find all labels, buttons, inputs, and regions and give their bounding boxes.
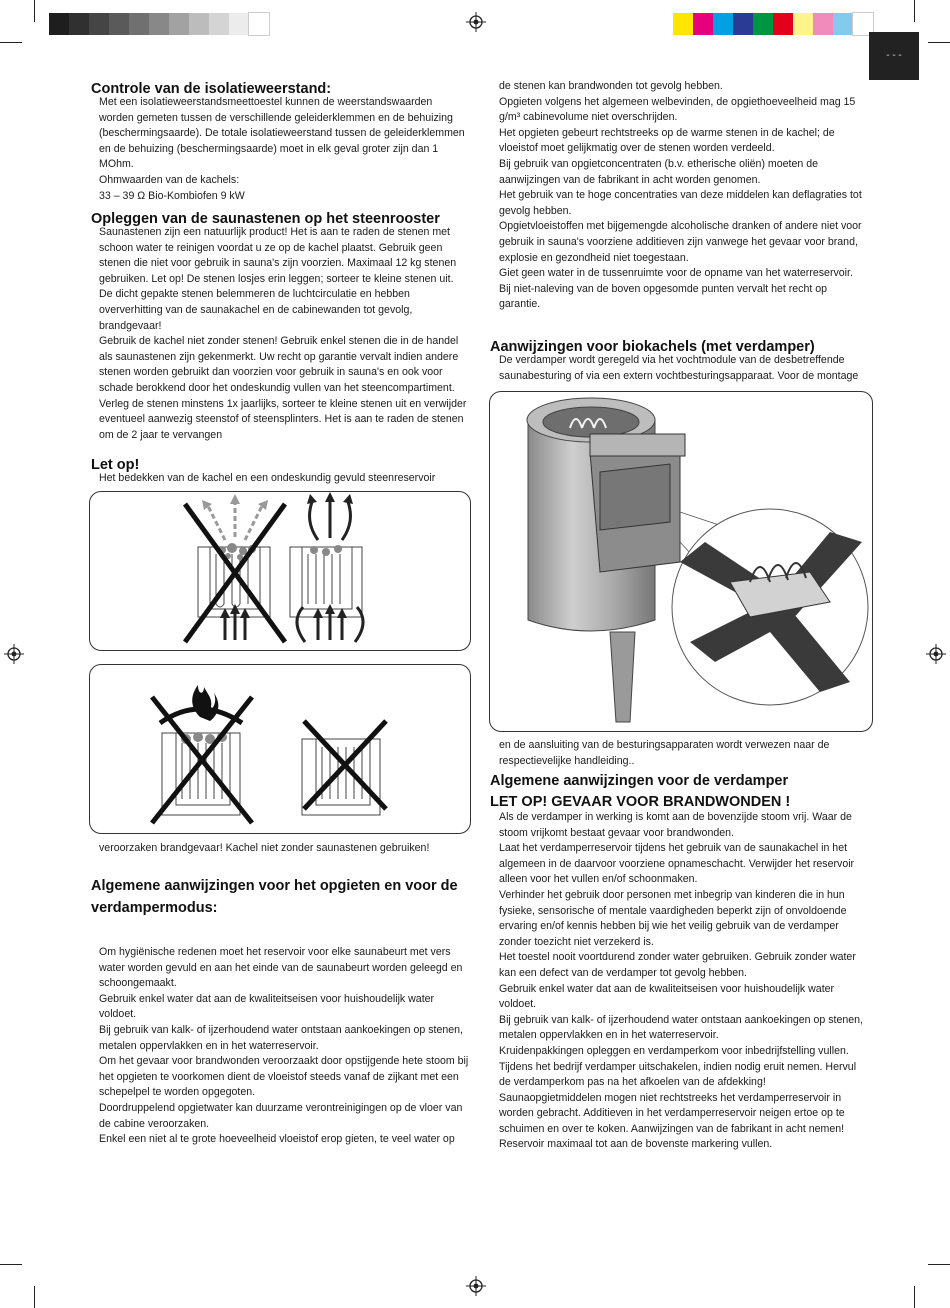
calibration-swatch — [249, 13, 269, 35]
calibration-swatch — [229, 13, 249, 35]
fire-hazard-figure — [89, 664, 471, 834]
calibration-swatch — [209, 13, 229, 35]
pouring-instructions-text: Om hygiënische redenen moet het reservoir voor elke saunabeurt met vers water worden gevuld en aan het einde van de saunabeurt worden geleegd en schoongemaakt. Gebruik enkel water dat aan de kwaliteitseisen voor huishoudelijk water voldoet. Bij gebruik van kalk- of ijzerhoudend water ontstaan aankoekingen op stenen, metalen oppervlakken en in het waterreservoir. Om het gevaar voor brandwonden veroorzaakt door opstijgende hete stoom bij het opgieten te voorkomen dient de vloeistof steeds vanaf de zijkant met een schepelpel te worden opgegoten. Doordruppelend opgietwater kan duurzame verontreinigingen op de vloer van de cabine veroorzaken. Enkel een niet al te grote hoeveelheid vloeistof erop gieten, te veel water op — [99, 946, 469, 1146]
heading-let-op: Let op! — [91, 457, 140, 473]
fire-hazard-caption: veroorzaken brandgevaar! Kachel niet zonder saunastenen gebruiken! — [99, 842, 430, 854]
crop-mark — [928, 42, 950, 43]
isolation-resistance-text: Met een isolatieweerstandsmeettoestel kunnen de weerstandswaarden worden gemeten tussen de verschillende geleiderklemmen en de behuizing (beschermingsaarde). De totale isolatieweerstand tussen de geleiderklemmen en de behuizing (beschermingsaarde) moet in elk geval groter zijn dan 1 MOhm. Ohmwaarden van de kachels: 33 – 39 Ω Bio-Kombiofen 9 kW — [99, 96, 465, 202]
sauna-stones-text: Saunastenen zijn een natuurlijk product! Het is aan te raden de stenen met schoon water te reinigen voordat u ze op de kachel plaatst. Gebruik geen stenen die niet voor gebruik in sauna's zijn voorzien. Maximaal 12 kg stenen gebruiken. Let op! De stenen losjes erin leggen; sorteer te kleine stenen uit. De dicht gepakte stenen belemmeren de luchtcirculatie en hebben oververhitting van de saunakachel en de cabinewanden tot gevolg, brandgevaar! Gebruik de kachel niet zonder stenen! Gebruik enkel stenen die in de handel als saunastenen zijn gekenmerkt. Uw recht op garantie vervalt indien andere stenen worden gebruikt dan voorzien voor gebruik in sauna's en ook voor schade berokkend door het ondeskundig vullen van het steencompartiment. Verleg de stenen minstens 1x jaarlijks, sorteer te kleine stenen uit en verwijder eventueel aanwezig steenstof of steensplinters. Het is aan te raden de stenen om de 2 jaar te vervangen — [99, 226, 467, 441]
crop-mark — [914, 1286, 915, 1308]
heading-burn-warning: LET OP! GEVAAR VOOR BRANDWONDEN ! — [490, 794, 791, 810]
heading-isolation-resistance: Controle van de isolatieweerstand: — [91, 81, 332, 97]
registration-target-icon — [926, 644, 946, 664]
calibration-swatch — [813, 13, 833, 35]
calibration-swatch — [129, 13, 149, 35]
crop-mark — [0, 1264, 22, 1265]
registration-target-icon — [466, 1276, 486, 1296]
calibration-swatch — [693, 13, 713, 35]
heading-sauna-stones: Opleggen van de saunastenen op het steenrooster — [91, 211, 440, 227]
evaporator-heater-figure — [489, 391, 873, 732]
heading-pouring-instructions: Algemene aanwijzingen voor het opgieten en voor de verdampermodus: — [91, 878, 458, 916]
evaporator-general-text: Als de verdamper in werking is komt aan de bovenzijde stoom vrij. Waar de stoom vrijkomt bestaat gevaar voor brandwonden. Laat het verdamperreservoir tijdens het gebruik van de saunakachel in het algemeen in de daarvoor voorziene opnameschacht. Verwijder het reservoir alleen voor het vullen en/of schoonmaken. Verhinder het gebruik door personen met inbegrip van kinderen die in hun fysieke, sensorische of mentale vaardigheden beperkt zijn of onvoldoende ervaring en/of kennis hebben bij wie het veilig gebruik van de verdamper zonder toezicht niet verzekerd is. Het toestel nooit voortdurend zonder water gebruiken. Gebruik zonder water kan een defect van de verdamper tot gevolg hebben. Gebruik enkel water dat aan de kwaliteitseisen voor huishoudelijk water voldoet. Bij gebruik van kalk- of ijzerhoudend water ontstaan aankoekingen op stenen, metalen oppervlakken en in het waterreservoir. Kruidenpakkingen opleggen en verdamperkom voor inbedrijfstelling vullen. Tijdens het bedrijf verdamper uitschakelen, indien nodig eruit nemen. Hervul de verdamperkom pas na het afkoelen van de afdekking! Saunaopgietmiddelen mogen niet rechtstreeks het verdamperreservoir in worden gebracht. Additieven in het verdamperreservoir neigen ertoe op te schuimen en over te koken. Aanwijzingen van de fabrikant in acht nemen! Reservoir maximaal tot aan de bovenste markering vullen. — [499, 811, 863, 1151]
calibration-swatch — [49, 13, 69, 35]
calibration-swatch — [109, 13, 129, 35]
bio-heaters-text: De verdamper wordt geregeld via het vochtmodule van de desbetreffende saunabesturing of via een extern vochtbesturingsapparaat. Voor de montage — [499, 354, 859, 382]
page-number-tab — [869, 32, 919, 80]
registration-target-icon — [4, 644, 24, 664]
calibration-swatch — [149, 13, 169, 35]
evaporator-montage-text: en de aansluiting van de besturingsapparaten wordt verwezen naar de respectievelijke handleiding.. — [499, 739, 830, 767]
heading-evaporator-general: Algemene aanwijzingen voor de verdamper — [490, 773, 789, 789]
crop-mark — [34, 1286, 35, 1308]
registration-target-icon — [466, 12, 486, 32]
calibration-swatch — [733, 13, 753, 35]
pouring-instructions-continued: de stenen kan brandwonden tot gevolg hebben. Opgieten volgens het algemeen welbevinden, de opgiethoeveelheid mag 15 g/m³ cabinevolume niet overschrijden. Het opgieten gebeurt rechtstreeks op de warme stenen in de kachel; de vloeistof moet gelijkmatig over de stenen worden verdeeld. Bij gebruik van opgietconcentraten (b.v. etherische oliën) moeten de aanwijzingen van de fabrikant in acht worden genomen. Het gebruik van te hoge concentraties van deze middelen kan deflagraties tot gevolg hebben. Opgietvloeistoffen met bijgemengde alcoholische dranken of andere niet voor gebruik in sauna's voorziene additieven zijn vanwege het gevaar voor brand, explosie en gezondheid niet toegestaan. Giet geen water in de tussenruimte voor de opname van het waterreservoir. Bij niet-naleving van de boven opgesomde punten vervalt het recht op garantie. — [499, 80, 862, 311]
heading-bio-heaters: Aanwijzingen voor biokachels (met verdamper) — [490, 339, 815, 355]
calibration-swatch — [673, 13, 693, 35]
calibration-swatch — [773, 13, 793, 35]
crop-mark — [0, 42, 22, 43]
crop-mark — [914, 0, 915, 22]
crop-mark — [928, 1264, 950, 1265]
calibration-swatch — [713, 13, 733, 35]
let-op-text: Het bedekken van de kachel en een ondeskundig gevuld steenreservoir — [99, 472, 436, 484]
calibration-swatch — [69, 13, 89, 35]
calibration-swatch — [793, 13, 813, 35]
flame-icon — [192, 685, 218, 721]
calibration-swatch — [833, 13, 853, 35]
calibration-swatch — [189, 13, 209, 35]
crop-mark — [34, 0, 35, 22]
page-number: - - - — [886, 50, 902, 61]
calibration-swatch — [169, 13, 189, 35]
calibration-swatch — [89, 13, 109, 35]
calibration-swatch — [753, 13, 773, 35]
airflow-warning-figure — [89, 491, 471, 651]
